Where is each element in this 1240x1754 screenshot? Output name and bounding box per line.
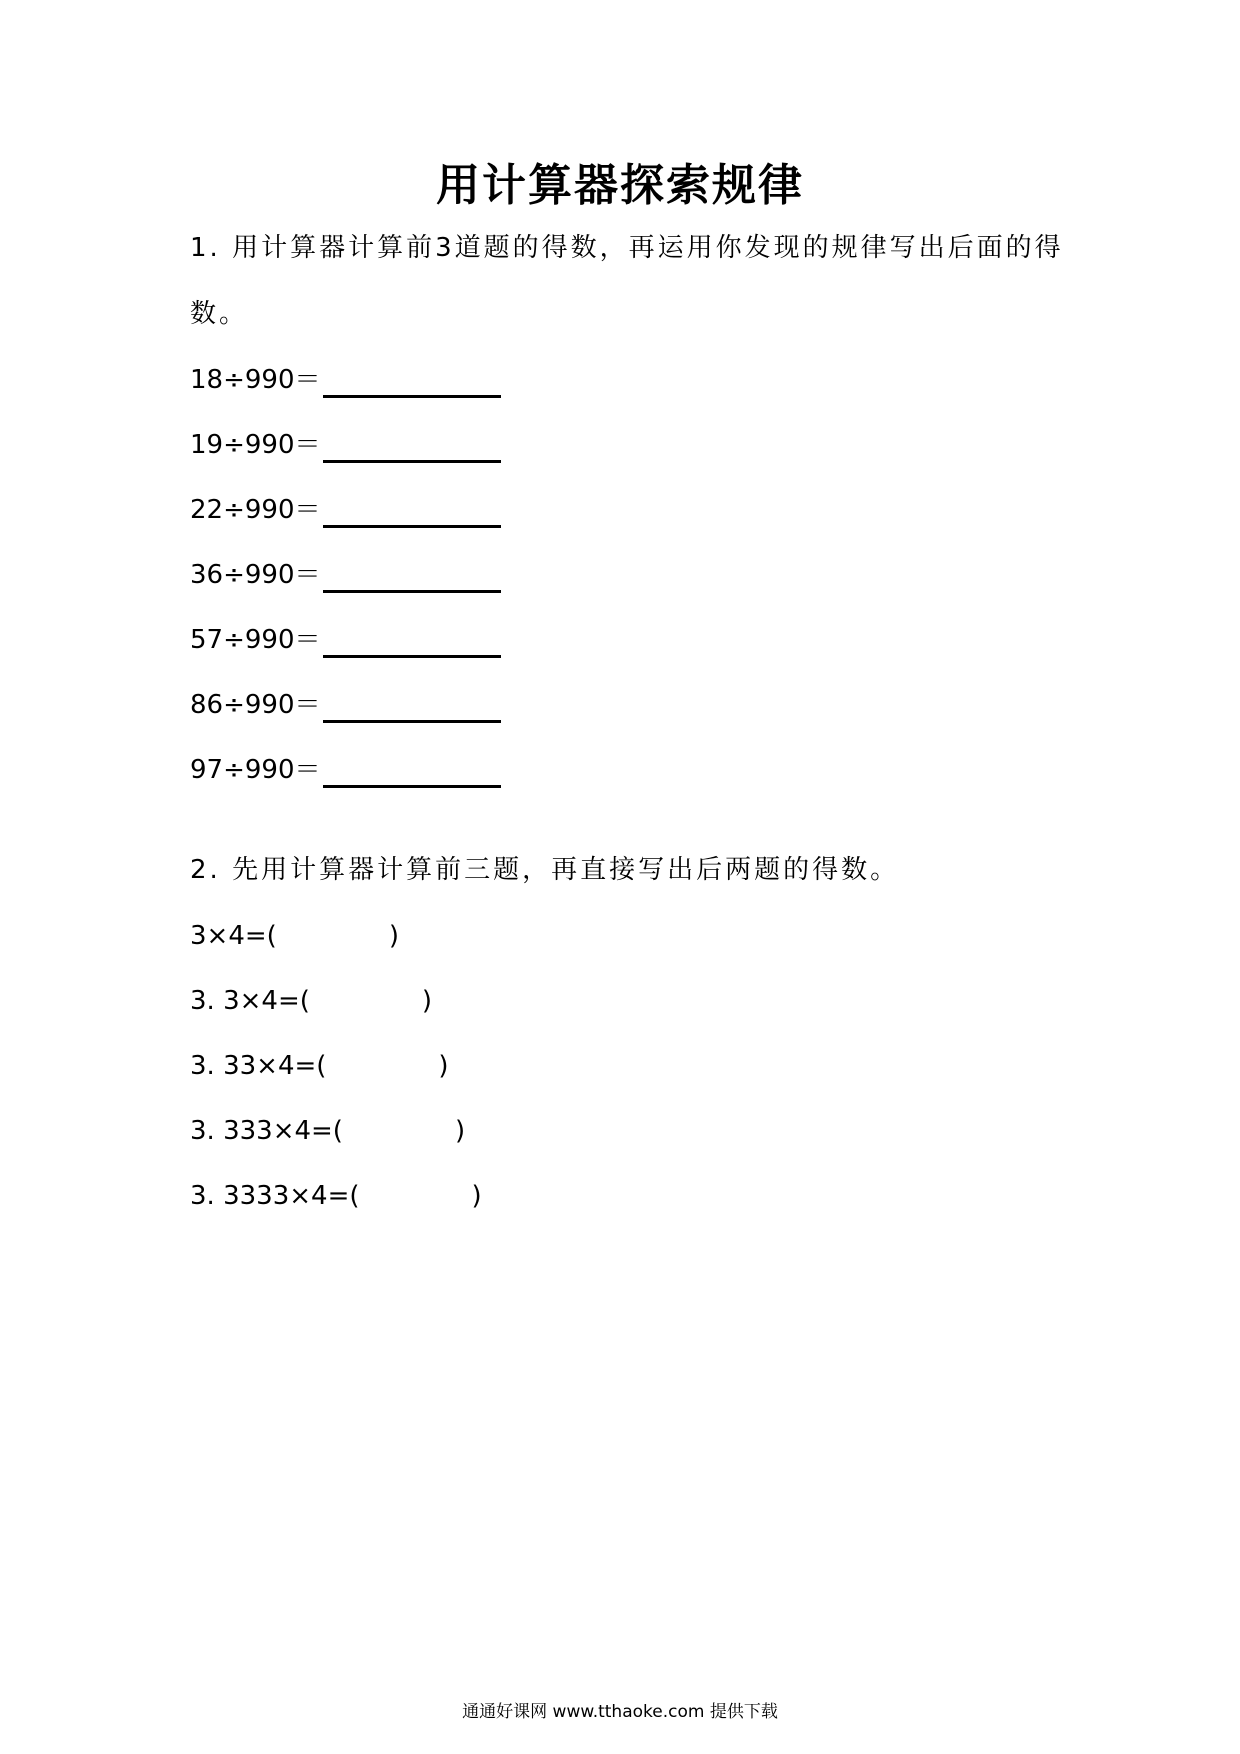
multiplication-expression: 3. 3×4=(	[190, 986, 310, 1016]
division-item-4	[190, 553, 501, 593]
page-title: 用计算器探索规律	[436, 160, 804, 211]
division-expression: 19÷990＝	[190, 430, 321, 460]
multiplication-item-4	[190, 1113, 465, 1149]
multiplication-expression: 3. 3333×4=(	[190, 1181, 360, 1211]
division-item-3	[190, 488, 501, 528]
close-paren: )	[421, 986, 433, 1016]
multiplication-item-3	[190, 1048, 449, 1084]
multiplication-expression: 3. 333×4=(	[190, 1116, 343, 1146]
close-paren: )	[388, 921, 399, 951]
division-expression: 97÷990＝	[190, 755, 321, 785]
answer-blank[interactable]	[323, 560, 501, 593]
answer-blank[interactable]	[323, 430, 501, 463]
division-item-7	[190, 748, 501, 788]
division-expression: 86÷990＝	[190, 690, 321, 720]
division-item-2	[190, 423, 501, 463]
question-1-prompt-line-2: 数。	[190, 299, 249, 329]
question-2-prompt: 2. 先用计算器计算前三题，再直接写出后两题的得数。	[190, 855, 900, 885]
answer-blank[interactable]	[323, 495, 501, 528]
close-paren: )	[438, 1051, 449, 1081]
multiplication-item-5	[190, 1178, 482, 1214]
answer-blank[interactable]	[323, 625, 501, 658]
division-expression: 22÷990＝	[190, 495, 321, 525]
division-expression: 18÷990＝	[190, 365, 321, 395]
division-expression: 57÷990＝	[190, 625, 321, 655]
close-paren: )	[471, 1181, 482, 1211]
multiplication-expression: 3. 33×4=(	[190, 1051, 327, 1081]
division-item-6	[190, 683, 501, 723]
answer-blank[interactable]	[323, 755, 501, 788]
answer-blank[interactable]	[323, 690, 501, 723]
division-item-5	[190, 618, 501, 658]
division-expression: 36÷990＝	[190, 560, 321, 590]
question-1-prompt-line-1: 1. 用计算器计算前3道题的得数，再运用你发现的规律写出后面的得	[190, 233, 1064, 263]
footer-source-note: 通通好课网 www.tthaoke.com 提供下载	[462, 1702, 778, 1722]
division-item-1	[190, 358, 501, 398]
multiplication-item-1	[190, 918, 399, 954]
close-paren: )	[454, 1116, 466, 1146]
answer-blank[interactable]	[323, 365, 501, 398]
multiplication-item-2	[190, 983, 432, 1019]
multiplication-expression: 3×4=(	[190, 921, 277, 951]
